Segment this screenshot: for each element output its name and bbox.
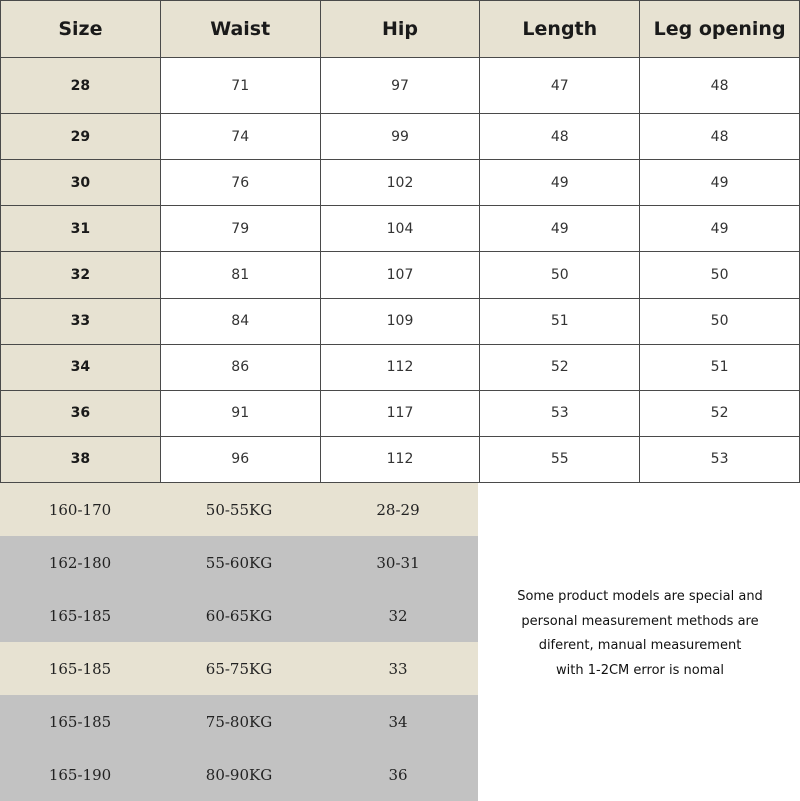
guide-size: 34	[388, 712, 408, 731]
leg-opening-cell: 52	[640, 390, 800, 436]
note-line: diferent, manual measurement	[538, 638, 742, 653]
leg-opening-cell: 48	[640, 58, 800, 114]
guide-height: 165-190	[48, 765, 112, 784]
waist-cell: 91	[160, 390, 320, 436]
header-waist: Waist	[160, 1, 320, 58]
hip-cell: 117	[320, 390, 480, 436]
waist-cell: 96	[160, 436, 320, 482]
waist-cell: 84	[160, 298, 320, 344]
hip-cell: 97	[320, 58, 480, 114]
guide-row	[0, 695, 478, 748]
guide-size: 28-29	[376, 500, 420, 519]
leg-opening-cell: 51	[640, 344, 800, 390]
table-row	[1, 160, 800, 206]
leg-opening-cell: 50	[640, 252, 800, 298]
hip-cell: 112	[320, 436, 480, 482]
hip-cell: 112	[320, 344, 480, 390]
table-row	[1, 206, 800, 252]
guide-height: 165-185	[48, 659, 112, 678]
table-row	[1, 436, 800, 482]
header-size: Size	[1, 1, 161, 58]
waist-cell: 76	[160, 160, 320, 206]
guide-size: 32	[388, 606, 408, 625]
guide-height: 165-185	[48, 712, 112, 731]
table-row	[1, 298, 800, 344]
length-cell: 48	[480, 114, 640, 160]
size-cell: 36	[1, 390, 161, 436]
hip-cell: 104	[320, 206, 480, 252]
length-cell: 51	[480, 298, 640, 344]
note-line: with 1-2CM error is nomal	[556, 662, 724, 678]
guide-weight: 60-65KG	[205, 606, 273, 625]
guide-height: 160-170	[48, 500, 112, 519]
hip-cell: 102	[320, 160, 480, 206]
size-cell: 32	[1, 252, 161, 298]
hip-cell: 107	[320, 252, 480, 298]
table-row	[1, 344, 800, 390]
header-length: Length	[480, 1, 640, 58]
waist-cell: 79	[160, 206, 320, 252]
guide-row	[0, 748, 478, 801]
header-hip: Hip	[320, 1, 480, 58]
guide-row	[0, 642, 478, 695]
size-cell: 33	[1, 298, 161, 344]
size-cell: 38	[1, 436, 161, 482]
length-cell: 53	[480, 390, 640, 436]
table-row	[1, 114, 800, 160]
waist-cell: 86	[160, 344, 320, 390]
waist-cell: 74	[160, 114, 320, 160]
guide-size: 30-31	[376, 553, 420, 572]
waist-cell: 81	[160, 252, 320, 298]
size-cell: 31	[1, 206, 161, 252]
guide-height: 162-180	[48, 553, 112, 572]
table-row	[1, 252, 800, 298]
guide-weight: 65-75KG	[205, 659, 273, 678]
leg-opening-cell: 50	[640, 298, 800, 344]
note-line: Some product models are special and	[517, 589, 763, 604]
size-chart-header-row	[1, 1, 800, 58]
guide-size: 36	[388, 765, 408, 784]
guide-row	[0, 483, 478, 536]
note-line: personal measurement methods are	[521, 613, 759, 629]
guide-row	[0, 536, 478, 589]
leg-opening-cell: 49	[640, 206, 800, 252]
length-cell: 50	[480, 252, 640, 298]
leg-opening-cell: 53	[640, 436, 800, 482]
leg-opening-cell: 49	[640, 160, 800, 206]
size-cell: 34	[1, 344, 161, 390]
guide-weight: 50-55KG	[205, 500, 273, 519]
guide-weight: 55-60KG	[205, 553, 273, 572]
leg-opening-cell: 48	[640, 114, 800, 160]
length-cell: 47	[480, 58, 640, 114]
size-cell: 29	[1, 114, 161, 160]
header-leg-opening: Leg opening	[640, 1, 800, 58]
length-cell: 52	[480, 344, 640, 390]
size-cell: 30	[1, 160, 161, 206]
waist-cell: 71	[160, 58, 320, 114]
hip-cell: 109	[320, 298, 480, 344]
guide-row	[0, 589, 478, 642]
hip-cell: 99	[320, 114, 480, 160]
size-cell: 28	[1, 58, 161, 114]
measurement-note	[490, 585, 790, 683]
guide-height: 165-185	[48, 606, 112, 625]
guide-size: 33	[388, 659, 408, 678]
table-row	[1, 390, 800, 436]
guide-weight: 75-80KG	[205, 712, 273, 731]
guide-weight: 80-90KG	[205, 765, 273, 784]
length-cell: 55	[480, 436, 640, 482]
length-cell: 49	[480, 206, 640, 252]
table-row	[1, 58, 800, 114]
height-weight-guide	[0, 483, 478, 800]
length-cell: 49	[480, 160, 640, 206]
